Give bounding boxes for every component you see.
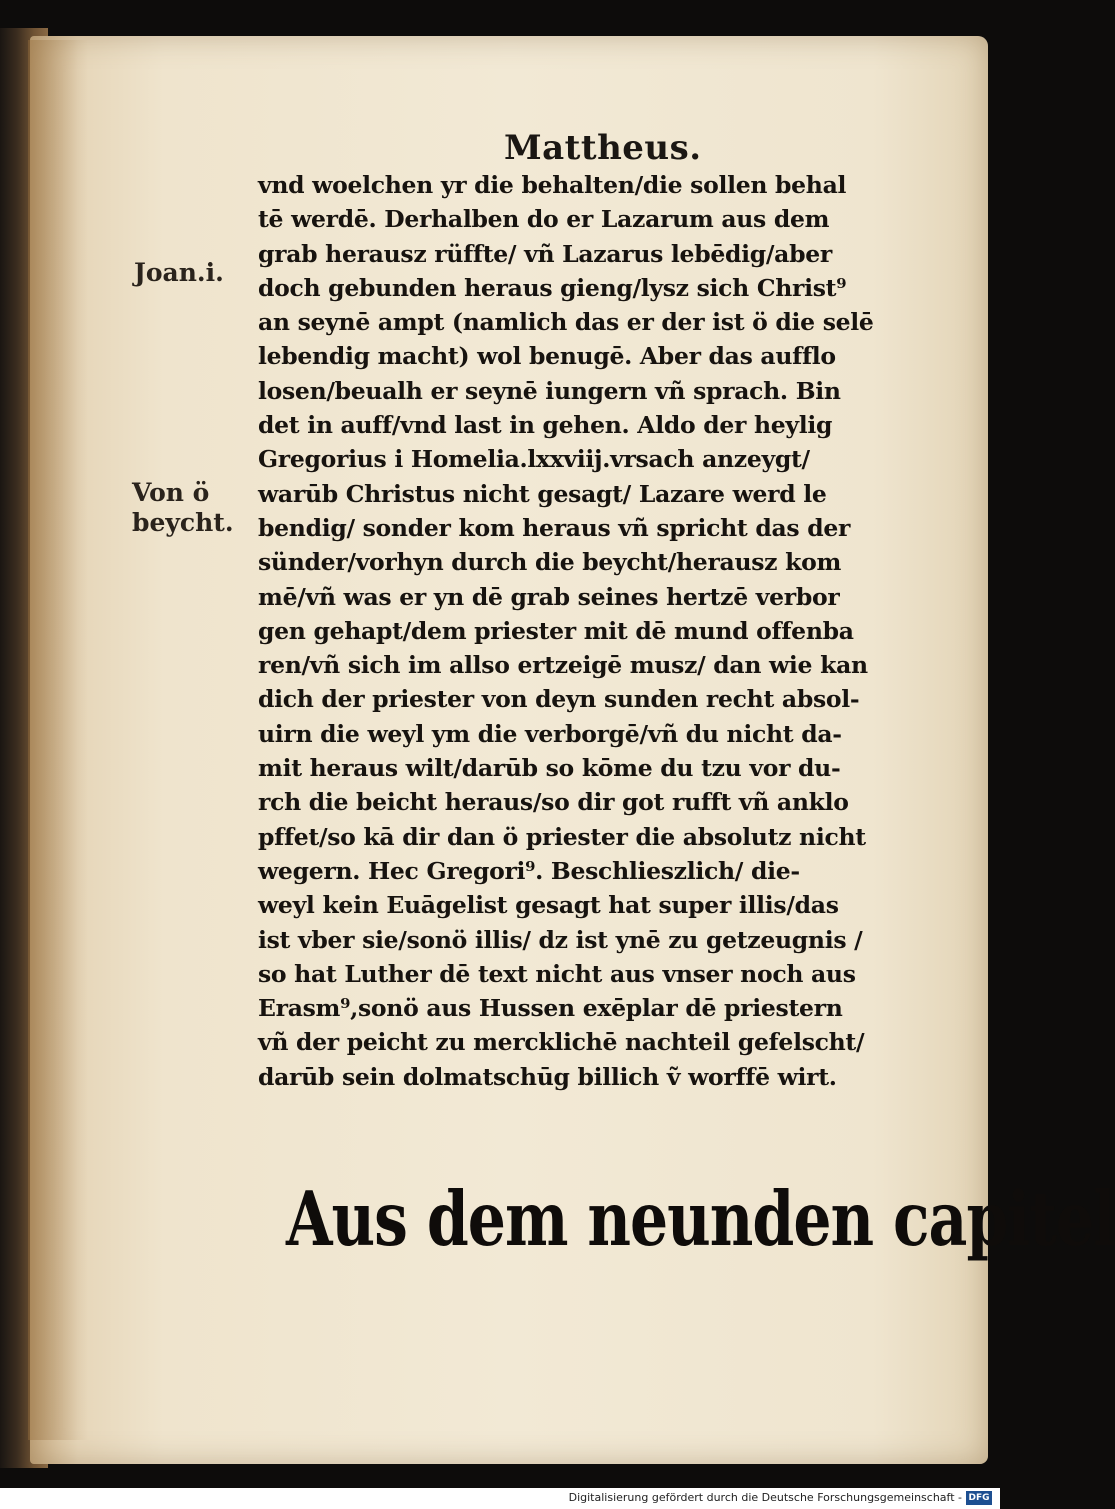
margin-note-joan (134, 258, 224, 288)
text-line: uirn die weyl ym die verborgē/vñ du nicht da- (258, 719, 842, 748)
text-line: mē/vñ was er yn dē grab seines hertzē verbor (258, 582, 840, 611)
text-line: lebendig macht) wol benugē. Aber das aufflo (258, 342, 836, 371)
main-text-block (258, 168, 908, 1094)
dfg-logo[interactable]: DFG (966, 1491, 992, 1505)
text-line: vnd woelchen yr die behalten/die sollen behal (258, 171, 847, 199)
text-line: ren/vñ sich im allso ertzeigē musz/ dan wie kan (258, 651, 868, 680)
text-line: vñ der peicht zu mercklichē nachteil gefelscht/ (258, 1028, 865, 1057)
text-line: Erasm⁹,sonö aus Hussen exēplar dē priestern (258, 994, 843, 1023)
margin-note-line: Von ö (132, 478, 210, 507)
text-line: wegern. Hec Gregori⁹. Beschlieszlich/ die- (258, 856, 800, 885)
text-line: darūb sein dolmatschūg billich ṽ worffē wirt. (258, 1062, 837, 1091)
margin-note-beicht (132, 478, 234, 538)
text-line: doch gebunden heraus gieng/lysz sich Christ⁹ (258, 273, 847, 302)
text-line: grab herausz rüffte/ vñ Lazarus lebēdig/aber (258, 239, 832, 268)
margin-note-line: Joan.i. (134, 258, 224, 287)
text-line: det in auff/vnd last in gehen. Aldo der heylig (258, 411, 833, 440)
digitization-footer (0, 1488, 1000, 1509)
chapter-heading: Aus dem neunden capitel (286, 1176, 1115, 1264)
text-line: warūb Christus nicht gesagt/ Lazare werd le (258, 479, 827, 508)
text-line: pffet/so kā dir dan ö priester die absolutz nicht (258, 822, 866, 851)
text-line: ist vber sie/sonö illis/ dz ist ynē zu getzeugnis / (258, 925, 863, 954)
text-line: dich der priester von deyn sunden recht absol- (258, 685, 860, 714)
text-line: weyl kein Euāgelist gesagt hat super illis/das (258, 891, 839, 920)
text-line: Gregorius i Homelia.lxxviij.vrsach anzeygt/ (258, 445, 810, 474)
margin-note-line: beycht. (132, 508, 234, 537)
text-line: mit heraus wilt/darūb so kōme du tzu vor du- (258, 754, 841, 783)
text-line: an seynē ampt (namlich das er der ist ö die selē (258, 308, 874, 337)
running-head: Mattheus. (504, 128, 702, 168)
footer-credit: Digitalisierung gefördert durch die Deutsche Forschungsgemeinschaft - (568, 1491, 962, 1504)
text-line: rch die beicht heraus/so dir got rufft vñ anklo (258, 788, 849, 817)
text-line: bendig/ sonder kom heraus vñ spricht das der (258, 513, 851, 542)
text-line: sünder/vorhyn durch die beycht/herausz kom (258, 548, 842, 577)
text-line: so hat Luther dē text nicht aus vnser noch aus (258, 959, 856, 988)
text-line: tē werdē. Derhalben do er Lazarum aus dem (258, 205, 830, 234)
text-line: gen gehapt/dem priester mit dē mund offenba (258, 616, 854, 645)
text-line: losen/beualh er seynē iungern vñ sprach. Bin (258, 376, 841, 405)
